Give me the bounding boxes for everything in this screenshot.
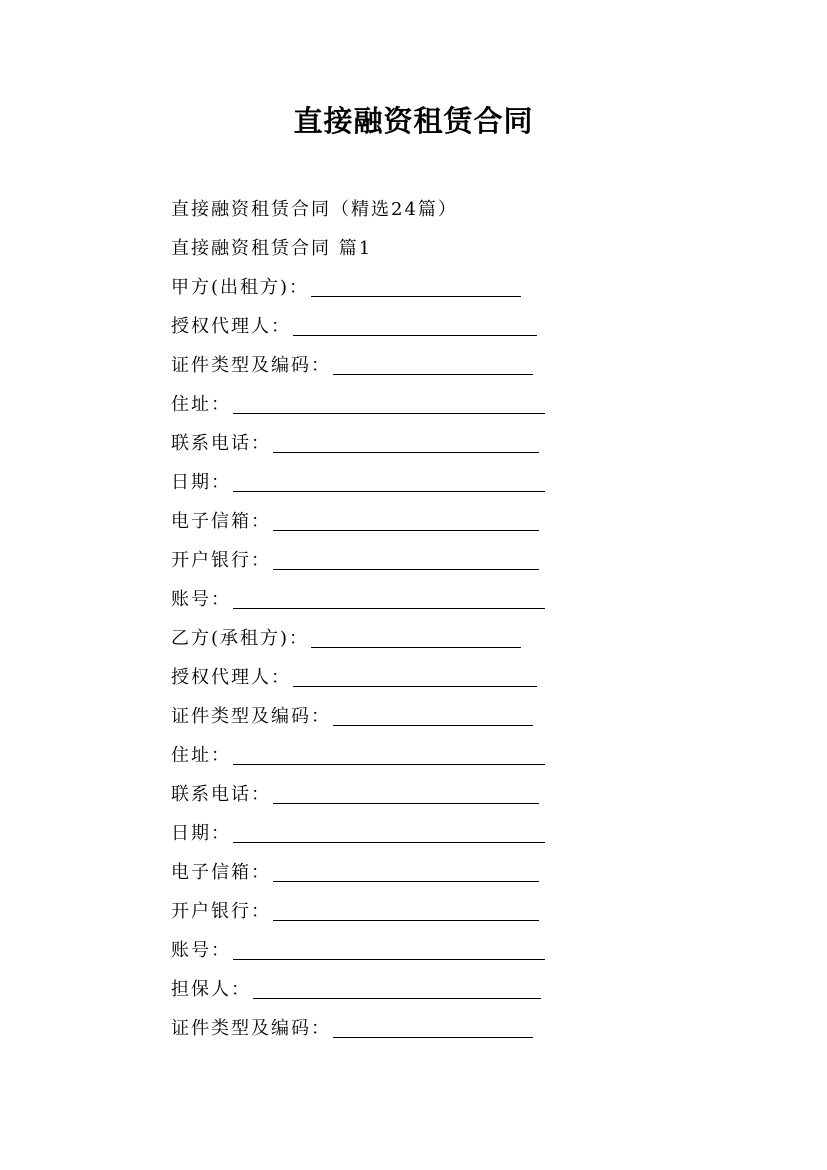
form-field-line xyxy=(171,268,551,307)
document-body xyxy=(171,190,551,1048)
form-field-line xyxy=(171,580,551,619)
form-field-blank[interactable] xyxy=(273,451,539,453)
form-field-line xyxy=(171,463,551,502)
form-field-label: 住址： xyxy=(171,394,231,415)
document-subtitle-line xyxy=(171,190,551,229)
document-title: 直接融资租赁合同 xyxy=(293,104,534,138)
form-field-blank[interactable] xyxy=(311,295,521,297)
form-field-blank[interactable] xyxy=(293,334,537,336)
form-field-blank[interactable] xyxy=(253,997,541,999)
form-field-label: 联系电话： xyxy=(171,433,271,454)
form-field-blank[interactable] xyxy=(273,802,539,804)
form-field-label: 授权代理人： xyxy=(171,316,291,337)
form-field-line xyxy=(171,424,551,463)
form-field-line xyxy=(171,307,551,346)
section-heading-line xyxy=(171,229,551,268)
form-field-blank[interactable] xyxy=(233,607,545,609)
form-field-line xyxy=(171,814,551,853)
form-field-line xyxy=(171,346,551,385)
form-field-label: 担保人： xyxy=(171,979,251,1000)
form-field-line xyxy=(171,385,551,424)
form-field-label: 证件类型及编码： xyxy=(171,355,331,376)
form-field-label: 电子信箱： xyxy=(171,511,271,532)
form-field-blank[interactable] xyxy=(311,646,521,648)
form-field-label: 证件类型及编码： xyxy=(171,706,331,727)
form-field-line xyxy=(171,892,551,931)
document-subtitle: 直接融资租赁合同（精选24篇） xyxy=(171,199,458,220)
form-field-blank[interactable] xyxy=(333,724,533,726)
form-field-blank[interactable] xyxy=(233,412,545,414)
form-field-label: 日期： xyxy=(171,472,231,493)
form-field-label: 证件类型及编码： xyxy=(171,1018,331,1039)
form-field-label: 账号： xyxy=(171,589,231,610)
form-field-blank[interactable] xyxy=(333,373,533,375)
form-field-label: 住址： xyxy=(171,745,231,766)
form-field-blank[interactable] xyxy=(273,568,539,570)
form-field-blank[interactable] xyxy=(273,919,539,921)
form-field-line xyxy=(171,1009,551,1048)
form-field-label: 电子信箱： xyxy=(171,862,271,883)
form-field-blank[interactable] xyxy=(273,880,539,882)
form-field-line xyxy=(171,502,551,541)
form-field-line xyxy=(171,697,551,736)
form-field-label: 甲方(出租方)： xyxy=(171,277,310,298)
form-field-label: 授权代理人： xyxy=(171,667,291,688)
form-field-line xyxy=(171,658,551,697)
form-field-blank[interactable] xyxy=(233,958,545,960)
form-field-line xyxy=(171,736,551,775)
form-field-blank[interactable] xyxy=(233,841,545,843)
form-field-line xyxy=(171,970,551,1009)
form-field-label: 日期： xyxy=(171,823,231,844)
form-field-label: 联系电话： xyxy=(171,784,271,805)
form-field-label: 账号： xyxy=(171,940,231,961)
form-field-line xyxy=(171,853,551,892)
form-field-line xyxy=(171,619,551,658)
form-field-blank[interactable] xyxy=(333,1036,533,1038)
form-field-label: 乙方(承租方)： xyxy=(171,628,310,649)
form-field-blank[interactable] xyxy=(293,685,537,687)
section-heading: 直接融资租赁合同 篇1 xyxy=(171,238,373,259)
form-field-line xyxy=(171,775,551,814)
form-field-line xyxy=(171,541,551,580)
form-field-blank[interactable] xyxy=(233,763,545,765)
form-field-blank[interactable] xyxy=(273,529,539,531)
form-field-label: 开户银行： xyxy=(171,550,271,571)
form-field-label: 开户银行： xyxy=(171,901,271,922)
form-field-line xyxy=(171,931,551,970)
form-field-blank[interactable] xyxy=(233,490,545,492)
